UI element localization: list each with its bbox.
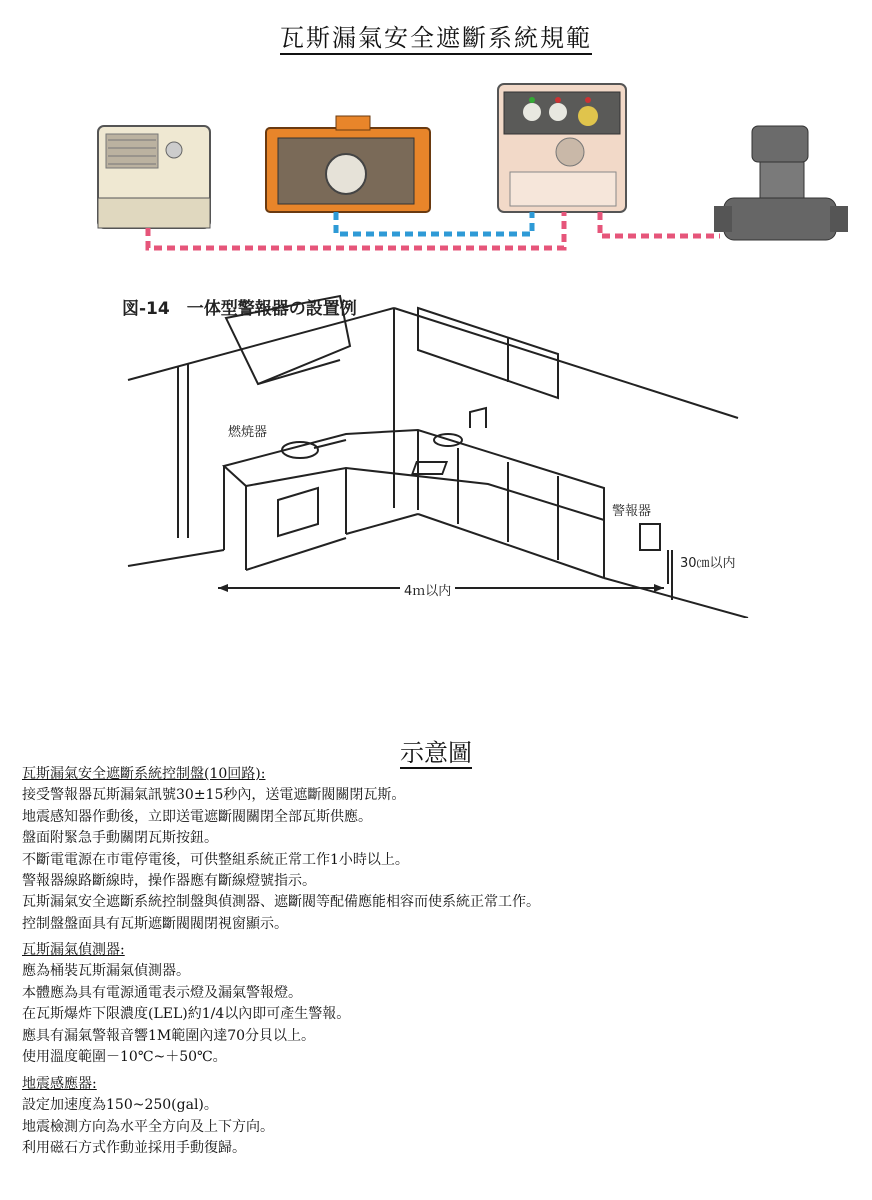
spec-line: 在瓦斯爆炸下限濃度(LEL)約1/4以內即可產生警報。: [22, 1006, 351, 1023]
gas-detector-section: [22, 940, 862, 1068]
shutoff-valve-device: [714, 126, 848, 240]
height-label: 30㎝以内: [680, 552, 736, 571]
spec-line: 瓦斯漏氣安全遮斷系統控制盤與偵測器、遮斷閥等配備應能相容而使系統正常工作。: [22, 894, 540, 911]
section-heading: 地震感應器:: [22, 1076, 97, 1092]
spec-line: 盤面附緊急手動關閉瓦斯按鈕。: [22, 830, 218, 847]
spec-line: 接受警報器瓦斯漏氣訊號30±15秒內，送電遮斷閥關閉瓦斯。: [22, 787, 406, 804]
spec-line: 控制盤盤面具有瓦斯遮斷閥閥閉視窗顯示。: [22, 915, 288, 932]
device-illustration: [92, 78, 852, 278]
spec-line: 應為桶裝瓦斯漏氣偵測器。: [22, 963, 190, 980]
diagram-subtitle: 示意圖: [400, 739, 472, 767]
spec-line: 本體應為具有電源通電表示燈及漏氣警報燈。: [22, 984, 302, 1001]
spec-line: 警報器線路斷線時，操作器應有斷線燈號指示。: [22, 873, 316, 890]
spec-line: 應具有漏氣警報音響1M範圍內達70分貝以上。: [22, 1027, 316, 1044]
control-panel-device: [498, 84, 626, 212]
spec-line: 設定加速度為150~250(gal)。: [22, 1097, 218, 1114]
spec-line: 不斷電電源在市電停電後，可供整組系統正常工作1小時以上。: [22, 851, 409, 868]
section-heading: 瓦斯漏氣安全遮斷系統控制盤(10回路):: [22, 766, 266, 782]
seismic-sensor-section: [22, 1074, 862, 1160]
section-heading: 瓦斯漏氣偵測器:: [22, 942, 125, 958]
kitchen-diagram: [118, 288, 758, 618]
control-panel-section: [22, 764, 862, 935]
distance-label: 4ｍ以内: [400, 580, 455, 599]
page-title: 瓦斯漏氣安全遮斷系統規範: [0, 18, 872, 53]
spec-line: 地震檢測方向為水平全方向及上下方向。: [22, 1118, 274, 1135]
gas-detector-device: [98, 126, 210, 228]
figure-caption: 図-14 一体型警報器の設置例: [122, 299, 357, 319]
burner-label: 燃焼器: [228, 425, 268, 440]
seismic-sensor-device: [266, 116, 430, 212]
spec-line: 使用溫度範圍－10℃~＋50℃。: [22, 1049, 227, 1066]
alarm-label: 警報器: [612, 504, 652, 519]
spec-line: 利用磁石方式作動並採用手動復歸。: [22, 1140, 246, 1157]
spec-line: 地震感知器作動後，立即送電遮斷閥關閉全部瓦斯供應。: [22, 808, 372, 825]
